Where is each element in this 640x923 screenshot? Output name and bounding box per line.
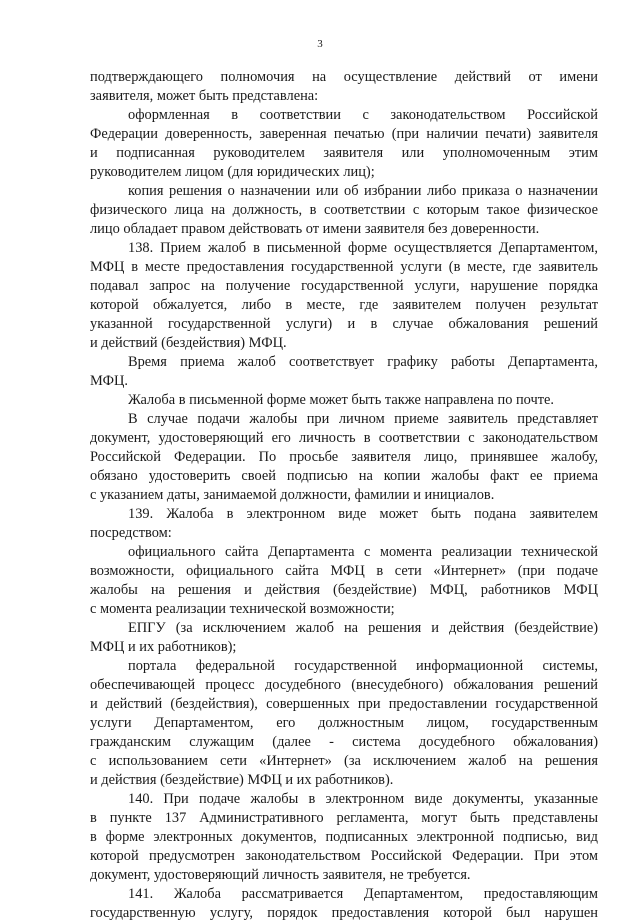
text-line: 138. Прием жалоб в письменной форме осуществляется Департаментом, (128, 240, 598, 256)
text-line: возможности, официального сайта МФЦ в сети «Интернет» (при подаче (90, 563, 598, 579)
text-line: портала федеральной государственной информационной системы, (128, 658, 598, 674)
text-line: МФЦ и их работников); (90, 639, 237, 655)
text-line: указанной государственной услуги) и в случае обжалования решений (90, 316, 598, 332)
text-line: с использованием сети «Интернет» (за исключением жалоб на решения (90, 753, 598, 769)
document-body (90, 68, 598, 923)
text-line: подавал запрос на получение государственной услуги, нарушение порядка (90, 278, 598, 294)
text-line: копия решения о назначении или об избрании либо приказа о назначении (128, 183, 598, 199)
text-line: обеспечивающей процесс досудебного (внесудебного) обжалования решений (90, 677, 598, 693)
text-line: 141. Жалоба рассматривается Департаментом, предоставляющим (128, 886, 598, 902)
text-line: и действия (бездействие) МФЦ и их работников). (90, 772, 394, 788)
text-line: Жалоба в письменной форме может быть также направлена по почте. (128, 392, 555, 408)
text-line: МФЦ в месте предоставления государственной услуги (в месте, где заявитель (90, 259, 598, 275)
text-line: в пункте 137 Административного регламента, могут быть представлены (90, 810, 598, 826)
text-line: Российской Федерации. По просьбе заявителя лицо, принявшее жалобу, (90, 449, 598, 465)
text-line: жалобы на решения и действия (бездействие) МФЦ, работников МФЦ (90, 582, 598, 598)
text-line: МФЦ. (90, 373, 128, 389)
text-line: которой предусмотрен законодательством Российской Федерации. При этом (90, 848, 598, 864)
text-line: услуги Департаментом, его должностным лицом, государственным (90, 715, 598, 731)
text-line: В случае подачи жалобы при личном приеме заявитель представляет (128, 411, 598, 427)
text-line: с момента реализации технической возможности; (90, 601, 395, 617)
text-line: оформленная в соответствии с законодательством Российской (128, 107, 598, 123)
text-line: государственную услугу, порядок предоставления которой был нарушен (90, 905, 598, 921)
text-line: в форме электронных документов, подписанных электронной подписью, вид (90, 829, 598, 845)
text-line: лицо обладает правом действовать от имени заявителя без доверенности. (90, 221, 540, 237)
text-line: и действий (бездействия) МФЦ. (90, 335, 287, 351)
text-line: заявителя, может быть представлена: (90, 88, 319, 104)
text-line: обязано удостоверить своей подписью на копии жалобы факт ее приема (90, 468, 598, 484)
text-line: которой обжалуется, либо в месте, где заявителем получен результат (90, 297, 598, 313)
text-line: подтверждающего полномочия на осуществление действий от имени (90, 69, 598, 85)
text-line: документ, удостоверяющий личность заявителя, не требуется. (90, 867, 471, 883)
text-line: физического лица на должность, в соответствии с которым такое физическое (90, 202, 598, 218)
text-line: посредством: (90, 525, 172, 541)
text-line: руководителем лицом (для юридических лиц); (90, 164, 375, 180)
text-line: ЕПГУ (за исключением жалоб на решения и действия (бездействие) (128, 620, 598, 636)
page-number: 3 (317, 38, 323, 50)
text-line: с указанием даты, занимаемой должности, фамилии и инициалов. (90, 487, 495, 503)
text-line: Время приема жалоб соответствует графику работы Департамента, (128, 354, 598, 370)
text-line: и подписанная руководителем заявителя или уполномоченным этим (90, 145, 598, 161)
text-line: 140. При подаче жалобы в электронном виде документы, указанные (128, 791, 598, 807)
text-line: 139. Жалоба в электронном виде может быть подана заявителем (128, 506, 598, 522)
text-line: документ, удостоверяющий его личность в соответствии с законодательством (90, 430, 598, 446)
text-line: Федерации доверенность, заверенная печатью (при наличии печати) заявителя (90, 126, 598, 142)
text-line: и действий (бездействия), совершенных при предоставлении государственной (90, 696, 598, 712)
text-line: гражданским служащим (далее - система досудебного обжалования) (90, 734, 598, 750)
text-line: официального сайта Департамента с момента реализации технической (128, 544, 598, 560)
